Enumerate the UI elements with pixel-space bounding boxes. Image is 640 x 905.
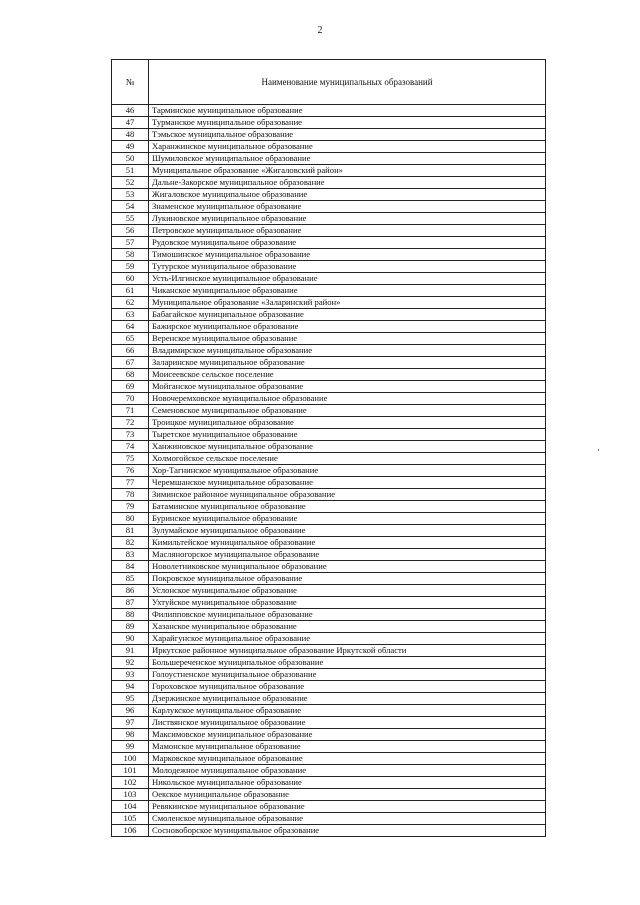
row-municipality-name: Смоленское муниципальное образование (149, 813, 546, 825)
row-municipality-name: Харайгунское муниципальное образование (149, 633, 546, 645)
table-row (112, 441, 546, 453)
header-name: Наименование муниципальных образований (149, 60, 546, 105)
row-number: 48 (112, 129, 149, 141)
row-municipality-name: Владимирское муниципальное образование (149, 345, 546, 357)
row-municipality-name: Ханжиновское муниципальное образование (149, 441, 546, 453)
row-municipality-name: Покровское муниципальное образование (149, 573, 546, 585)
table-row (112, 669, 546, 681)
table-row (112, 429, 546, 441)
row-number: 50 (112, 153, 149, 165)
table-row (112, 285, 546, 297)
row-number: 106 (112, 825, 149, 837)
table-row (112, 525, 546, 537)
row-number: 69 (112, 381, 149, 393)
table-row (112, 309, 546, 321)
row-municipality-name: Кимильтейское муниципальное образование (149, 537, 546, 549)
row-municipality-name: Оекское муниципальное образование (149, 789, 546, 801)
row-number: 49 (112, 141, 149, 153)
table-row (112, 717, 546, 729)
table-row (112, 765, 546, 777)
row-number: 85 (112, 573, 149, 585)
row-number: 103 (112, 789, 149, 801)
row-number: 60 (112, 273, 149, 285)
table-row (112, 333, 546, 345)
table-row (112, 561, 546, 573)
row-municipality-name: Мойганское муниципальное образование (149, 381, 546, 393)
table-row (112, 297, 546, 309)
row-municipality-name: Моисеевское сельское поселение (149, 369, 546, 381)
table-row (112, 681, 546, 693)
row-number: 52 (112, 177, 149, 189)
table-row (112, 753, 546, 765)
row-number: 56 (112, 225, 149, 237)
row-number: 66 (112, 345, 149, 357)
row-municipality-name: Турманское муниципальное образование (149, 117, 546, 129)
row-number: 100 (112, 753, 149, 765)
row-municipality-name: Дзержинское муниципальное образование (149, 693, 546, 705)
row-number: 101 (112, 765, 149, 777)
row-municipality-name: Услонское муниципальное образование (149, 585, 546, 597)
table-row (112, 129, 546, 141)
table-row (112, 369, 546, 381)
table-row (112, 813, 546, 825)
row-municipality-name: Жигаловское муниципальное образование (149, 189, 546, 201)
table-row (112, 201, 546, 213)
row-municipality-name: Лукиновское муниципальное образование (149, 213, 546, 225)
table-row (112, 357, 546, 369)
table-row (112, 573, 546, 585)
table-row (112, 549, 546, 561)
row-number: 67 (112, 357, 149, 369)
row-municipality-name: Семеновское муниципальное образование (149, 405, 546, 417)
table-row (112, 693, 546, 705)
row-number: 86 (112, 585, 149, 597)
table-row (112, 597, 546, 609)
row-number: 59 (112, 261, 149, 273)
row-number: 92 (112, 657, 149, 669)
table-row (112, 513, 546, 525)
row-municipality-name: Троицкое муниципальное образование (149, 417, 546, 429)
table-row (112, 237, 546, 249)
row-number: 58 (112, 249, 149, 261)
table-row (112, 777, 546, 789)
table-header-row (112, 60, 546, 105)
table-body (112, 105, 546, 837)
row-number: 89 (112, 621, 149, 633)
row-municipality-name: Муниципальное образование «Жигаловский район» (149, 165, 546, 177)
row-municipality-name: Хазанское муниципальное образование (149, 621, 546, 633)
row-municipality-name: Хор-Тагнинское муниципальное образование (149, 465, 546, 477)
row-number: 97 (112, 717, 149, 729)
row-municipality-name: Тимошинское муниципальное образование (149, 249, 546, 261)
row-municipality-name: Тэмьское муниципальное образование (149, 129, 546, 141)
row-municipality-name: Зулумайское муниципальное образование (149, 525, 546, 537)
row-number: 98 (112, 729, 149, 741)
row-number: 61 (112, 285, 149, 297)
header-number: № (112, 60, 149, 105)
row-municipality-name: Иркутское районное муниципальное образование Иркутской области (149, 645, 546, 657)
row-municipality-name: Батаминское муниципальное образование (149, 501, 546, 513)
row-municipality-name: Знаменское муниципальное образование (149, 201, 546, 213)
row-municipality-name: Шумиловское муниципальное образование (149, 153, 546, 165)
row-number: 93 (112, 669, 149, 681)
row-number: 80 (112, 513, 149, 525)
municipalities-table (111, 59, 546, 837)
row-municipality-name: Карлукское муниципальное образование (149, 705, 546, 717)
row-municipality-name: Сосновоборское муниципальное образование (149, 825, 546, 837)
row-number: 68 (112, 369, 149, 381)
row-number: 95 (112, 693, 149, 705)
row-number: 63 (112, 309, 149, 321)
table-row (112, 405, 546, 417)
row-number: 57 (112, 237, 149, 249)
row-municipality-name: Голоустненское муниципальное образование (149, 669, 546, 681)
row-number: 90 (112, 633, 149, 645)
row-number: 82 (112, 537, 149, 549)
row-number: 102 (112, 777, 149, 789)
row-municipality-name: Дальне-Закорское муниципальное образование (149, 177, 546, 189)
row-number: 83 (112, 549, 149, 561)
row-municipality-name: Мамонское муниципальное образование (149, 741, 546, 753)
row-municipality-name: Молодежное муниципальное образование (149, 765, 546, 777)
table-row (112, 825, 546, 837)
table-row (112, 165, 546, 177)
row-number: 73 (112, 429, 149, 441)
table-row (112, 453, 546, 465)
table-row (112, 729, 546, 741)
row-municipality-name: Ухтуйское муниципальное образование (149, 597, 546, 609)
row-number: 91 (112, 645, 149, 657)
row-municipality-name: Петровское муниципальное образование (149, 225, 546, 237)
row-number: 71 (112, 405, 149, 417)
row-number: 96 (112, 705, 149, 717)
row-municipality-name: Усть-Илгинское муниципальное образование (149, 273, 546, 285)
table-row (112, 801, 546, 813)
row-municipality-name: Листвянское муниципальное образование (149, 717, 546, 729)
row-municipality-name: Максимовское муниципальное образование (149, 729, 546, 741)
row-municipality-name: Марковское муниципальное образование (149, 753, 546, 765)
row-number: 64 (112, 321, 149, 333)
page-number: 2 (317, 25, 323, 36)
table-row (112, 477, 546, 489)
table-row (112, 585, 546, 597)
row-municipality-name: Никольское муниципальное образование (149, 777, 546, 789)
table-row (112, 273, 546, 285)
row-municipality-name: Тыретское муниципальное образование (149, 429, 546, 441)
row-number: 74 (112, 441, 149, 453)
table-row (112, 213, 546, 225)
table-row (112, 705, 546, 717)
row-municipality-name: Масляногорское муниципальное образование (149, 549, 546, 561)
row-number: 84 (112, 561, 149, 573)
table-row (112, 465, 546, 477)
table-row (112, 633, 546, 645)
row-number: 104 (112, 801, 149, 813)
table-row (112, 741, 546, 753)
row-municipality-name: Чиканское муниципальное образование (149, 285, 546, 297)
row-number: 46 (112, 105, 149, 117)
row-municipality-name: Заларинское муниципальное образование (149, 357, 546, 369)
row-number: 72 (112, 417, 149, 429)
row-municipality-name: Ревякинское муниципальное образование (149, 801, 546, 813)
row-municipality-name: Веренское муниципальное образование (149, 333, 546, 345)
row-municipality-name: Муниципальное образование «Заларинский район» (149, 297, 546, 309)
row-number: 99 (112, 741, 149, 753)
table-row (112, 141, 546, 153)
table-row (112, 657, 546, 669)
table-row (112, 153, 546, 165)
table-row (112, 105, 546, 117)
row-number: 78 (112, 489, 149, 501)
row-number: 77 (112, 477, 149, 489)
table-row (112, 321, 546, 333)
row-number: 81 (112, 525, 149, 537)
row-number: 88 (112, 609, 149, 621)
row-number: 70 (112, 393, 149, 405)
row-number: 79 (112, 501, 149, 513)
table-row (112, 393, 546, 405)
table-row (112, 621, 546, 633)
table-row (112, 789, 546, 801)
row-number: 47 (112, 117, 149, 129)
table-row (112, 189, 546, 201)
table-row (112, 501, 546, 513)
row-number: 55 (112, 213, 149, 225)
row-number: 54 (112, 201, 149, 213)
row-municipality-name: Бабагайское муниципальное образование (149, 309, 546, 321)
row-municipality-name: Харанжинское муниципальное образование (149, 141, 546, 153)
row-municipality-name: Буринское муниципальное образование (149, 513, 546, 525)
row-number: 51 (112, 165, 149, 177)
row-municipality-name: Тутурское муниципальное образование (149, 261, 546, 273)
table-row (112, 249, 546, 261)
row-municipality-name: Новочеремховское муниципальное образование (149, 393, 546, 405)
table-row (112, 489, 546, 501)
row-number: 65 (112, 333, 149, 345)
row-number: 75 (112, 453, 149, 465)
row-municipality-name: Большереченское муниципальное образование (149, 657, 546, 669)
row-municipality-name: Новолетниковское муниципальное образование (149, 561, 546, 573)
row-number: 62 (112, 297, 149, 309)
row-municipality-name: Бажирское муниципальное образование (149, 321, 546, 333)
row-number: 76 (112, 465, 149, 477)
row-municipality-name: Гороховское муниципальное образование (149, 681, 546, 693)
table-row (112, 225, 546, 237)
row-municipality-name: Филипповское муниципальное образование (149, 609, 546, 621)
scan-speck (598, 449, 599, 451)
row-municipality-name: Черемшанское муниципальное образование (149, 477, 546, 489)
table-row (112, 609, 546, 621)
row-number: 53 (112, 189, 149, 201)
row-municipality-name: Холмогойское сельское поселение (149, 453, 546, 465)
table-row (112, 645, 546, 657)
row-municipality-name: Зиминское районное муниципальное образование (149, 489, 546, 501)
table-row (112, 537, 546, 549)
table-row (112, 177, 546, 189)
table-row (112, 381, 546, 393)
row-municipality-name: Рудовское муниципальное образование (149, 237, 546, 249)
table-row (112, 345, 546, 357)
table-row (112, 117, 546, 129)
row-number: 87 (112, 597, 149, 609)
row-number: 105 (112, 813, 149, 825)
row-number: 94 (112, 681, 149, 693)
table-row (112, 417, 546, 429)
table-row (112, 261, 546, 273)
row-municipality-name: Тарминское муниципальное образование (149, 105, 546, 117)
